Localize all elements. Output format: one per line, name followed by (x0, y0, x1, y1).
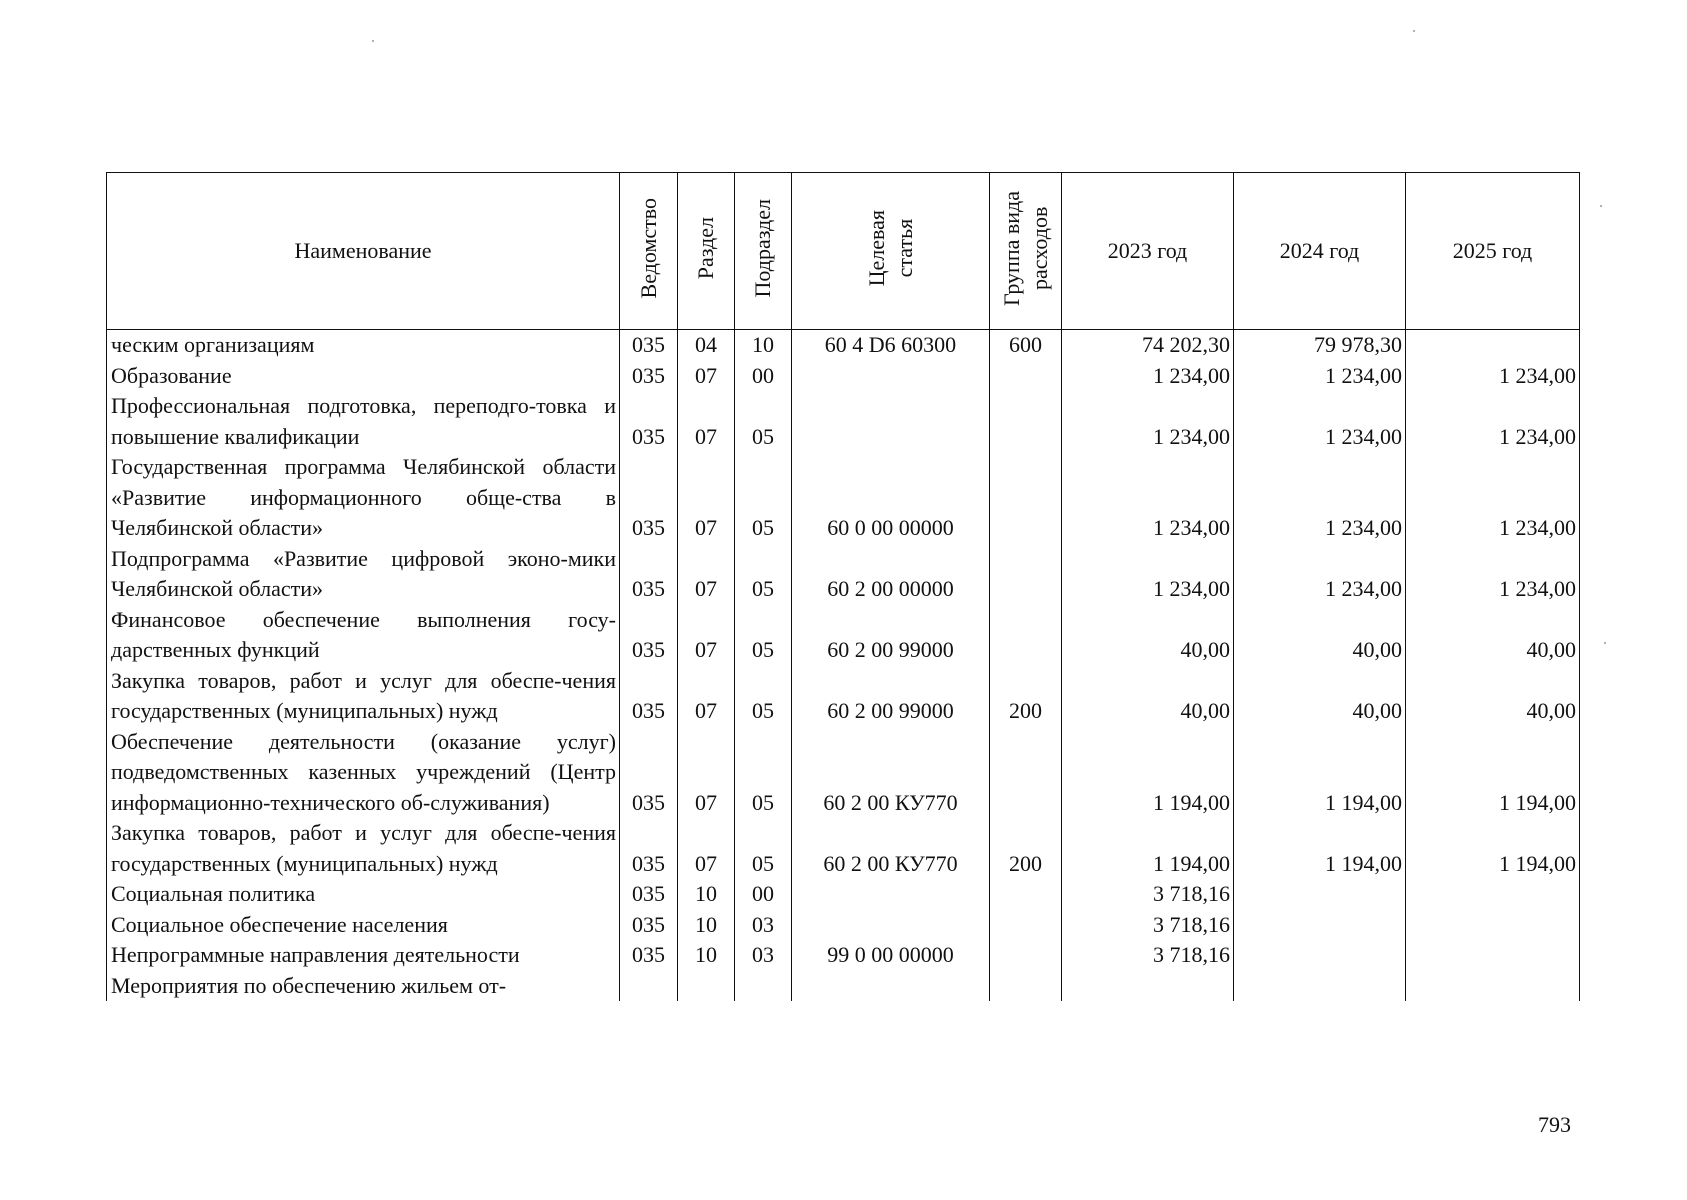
cell-razdel: 07 (678, 727, 735, 819)
cell-podrazdel: 05 (735, 544, 792, 605)
cell-2024: 1 234,00 (1234, 544, 1406, 605)
header-name: Наименование (107, 173, 620, 330)
cell-razdel: 10 (678, 879, 735, 910)
cell-2023: 1 234,00 (1062, 452, 1234, 544)
cell-podrazdel: 03 (735, 940, 792, 971)
table-row (107, 727, 1580, 819)
cell-2025 (1406, 940, 1580, 971)
cell-gruppa: 600 (990, 330, 1062, 361)
table-row (107, 971, 1580, 1002)
cell-2023: 1 234,00 (1062, 361, 1234, 392)
cell-name: Социальная политика (107, 879, 620, 910)
cell-celevaya-statya: 60 0 00 00000 (792, 452, 990, 544)
cell-2025: 1 194,00 (1406, 727, 1580, 819)
cell-razdel: 07 (678, 605, 735, 666)
cell-vedomstvo: 035 (620, 879, 678, 910)
cell-razdel: 10 (678, 910, 735, 941)
cell-name: Государственная программа Челябинской области «Развитие информационного обще-ства в Челябинской области» (107, 452, 620, 544)
header-podrazdel: Подраздел (735, 173, 792, 330)
cell-gruppa (990, 910, 1062, 941)
cell-2025: 1 234,00 (1406, 452, 1580, 544)
table-header (107, 173, 1580, 330)
cell-vedomstvo: 035 (620, 727, 678, 819)
cell-celevaya-statya: 60 2 00 КУ770 (792, 727, 990, 819)
cell-name: Образование (107, 361, 620, 392)
cell-vedomstvo: 035 (620, 910, 678, 941)
cell-2023: 3 718,16 (1062, 910, 1234, 941)
header-gruppa-vida-rashodov: Группа вида расходов (990, 173, 1062, 330)
cell-name: Закупка товаров, работ и услуг для обеспе-чения государственных (муниципальных) нужд (107, 818, 620, 879)
cell-podrazdel: 05 (735, 452, 792, 544)
cell-2024 (1234, 940, 1406, 971)
cell-vedomstvo: 035 (620, 544, 678, 605)
cell-2025 (1406, 879, 1580, 910)
cell-podrazdel: 10 (735, 330, 792, 361)
cell-2024 (1234, 910, 1406, 941)
cell-gruppa (990, 361, 1062, 392)
cell-vedomstvo: 035 (620, 818, 678, 879)
table-row (107, 544, 1580, 605)
cell-celevaya-statya: 60 2 00 00000 (792, 544, 990, 605)
cell-podrazdel: 05 (735, 605, 792, 666)
cell-gruppa (990, 971, 1062, 1002)
cell-2023 (1062, 971, 1234, 1002)
cell-razdel (678, 971, 735, 1002)
cell-podrazdel (735, 971, 792, 1002)
cell-gruppa (990, 879, 1062, 910)
cell-2024: 1 234,00 (1234, 361, 1406, 392)
cell-2024: 79 978,30 (1234, 330, 1406, 361)
cell-gruppa (990, 605, 1062, 666)
cell-2023: 1 194,00 (1062, 818, 1234, 879)
cell-name: Непрограммные направления деятельности (107, 940, 620, 971)
cell-celevaya-statya (792, 910, 990, 941)
table-row (107, 330, 1580, 361)
page-number: 793 (1538, 1112, 1571, 1137)
cell-vedomstvo: 035 (620, 452, 678, 544)
cell-celevaya-statya: 60 2 00 99000 (792, 666, 990, 727)
cell-2025 (1406, 910, 1580, 941)
cell-2023: 3 718,16 (1062, 879, 1234, 910)
cell-gruppa (990, 544, 1062, 605)
table-row (107, 452, 1580, 544)
cell-2023: 40,00 (1062, 666, 1234, 727)
table-row (107, 666, 1580, 727)
cell-podrazdel: 03 (735, 910, 792, 941)
cell-2024: 1 234,00 (1234, 391, 1406, 452)
cell-celevaya-statya (792, 391, 990, 452)
cell-razdel: 04 (678, 330, 735, 361)
cell-gruppa: 200 (990, 818, 1062, 879)
header-vedomstvo: Ведомство (620, 173, 678, 330)
cell-vedomstvo (620, 971, 678, 1002)
cell-2025 (1406, 971, 1580, 1002)
cell-celevaya-statya: 60 2 00 99000 (792, 605, 990, 666)
cell-razdel: 07 (678, 666, 735, 727)
cell-podrazdel: 00 (735, 879, 792, 910)
cell-2023: 1 194,00 (1062, 727, 1234, 819)
cell-celevaya-statya (792, 879, 990, 910)
scan-speck (1413, 30, 1415, 32)
cell-2025: 1 234,00 (1406, 361, 1580, 392)
cell-2023: 3 718,16 (1062, 940, 1234, 971)
cell-celevaya-statya (792, 361, 990, 392)
cell-gruppa (990, 727, 1062, 819)
cell-razdel: 10 (678, 940, 735, 971)
table-row (107, 910, 1580, 941)
cell-name: Профессиональная подготовка, переподго-товка и повышение квалификации (107, 391, 620, 452)
cell-2025: 1 234,00 (1406, 391, 1580, 452)
cell-razdel: 07 (678, 544, 735, 605)
cell-2023: 1 234,00 (1062, 391, 1234, 452)
cell-podrazdel: 05 (735, 727, 792, 819)
cell-gruppa (990, 940, 1062, 971)
cell-vedomstvo: 035 (620, 330, 678, 361)
table-row (107, 605, 1580, 666)
cell-gruppa: 200 (990, 666, 1062, 727)
header-2023: 2023 год (1062, 173, 1234, 330)
cell-2024: 1 234,00 (1234, 452, 1406, 544)
cell-name: Закупка товаров, работ и услуг для обеспе-чения государственных (муниципальных) нужд (107, 666, 620, 727)
table-row (107, 879, 1580, 910)
cell-2025: 1 194,00 (1406, 818, 1580, 879)
cell-2023: 1 234,00 (1062, 544, 1234, 605)
cell-gruppa (990, 391, 1062, 452)
cell-2024: 40,00 (1234, 605, 1406, 666)
cell-2025: 40,00 (1406, 605, 1580, 666)
cell-2023: 40,00 (1062, 605, 1234, 666)
table-row (107, 818, 1580, 879)
table-row (107, 391, 1580, 452)
header-celevaya-statya: Целевая статья (792, 173, 990, 330)
cell-2024: 40,00 (1234, 666, 1406, 727)
cell-vedomstvo: 035 (620, 361, 678, 392)
table-row (107, 940, 1580, 971)
cell-vedomstvo: 035 (620, 605, 678, 666)
cell-podrazdel: 00 (735, 361, 792, 392)
cell-name: Подпрограмма «Развитие цифровой эконо-мики Челябинской области» (107, 544, 620, 605)
cell-vedomstvo: 035 (620, 391, 678, 452)
cell-vedomstvo: 035 (620, 666, 678, 727)
cell-razdel: 07 (678, 361, 735, 392)
cell-celevaya-statya: 60 4 D6 60300 (792, 330, 990, 361)
header-2024: 2024 год (1234, 173, 1406, 330)
cell-razdel: 07 (678, 452, 735, 544)
scan-speck (1604, 642, 1606, 644)
cell-2024: 1 194,00 (1234, 727, 1406, 819)
cell-2024 (1234, 971, 1406, 1002)
cell-name: Мероприятия по обеспечению жильем от- (107, 971, 620, 1002)
cell-razdel: 07 (678, 391, 735, 452)
cell-2025: 1 234,00 (1406, 544, 1580, 605)
cell-2025 (1406, 330, 1580, 361)
cell-name: Финансовое обеспечение выполнения госу-дарственных функций (107, 605, 620, 666)
header-2025: 2025 год (1406, 173, 1580, 330)
cell-vedomstvo: 035 (620, 940, 678, 971)
cell-razdel: 07 (678, 818, 735, 879)
cell-celevaya-statya: 99 0 00 00000 (792, 940, 990, 971)
header-razdel: Раздел (678, 173, 735, 330)
cell-name: Социальное обеспечение населения (107, 910, 620, 941)
cell-podrazdel: 05 (735, 666, 792, 727)
cell-name: ческим организациям (107, 330, 620, 361)
scan-speck (372, 40, 374, 42)
cell-podrazdel: 05 (735, 818, 792, 879)
budget-table (106, 172, 1580, 1001)
cell-celevaya-statya (792, 971, 990, 1002)
cell-podrazdel: 05 (735, 391, 792, 452)
cell-name: Обеспечение деятельности (оказание услуг) подведомственных казенных учреждений (Центр информационно-технического об-служивания) (107, 727, 620, 819)
table-row (107, 361, 1580, 392)
table-body (107, 330, 1580, 1002)
cell-celevaya-statya: 60 2 00 КУ770 (792, 818, 990, 879)
cell-2024 (1234, 879, 1406, 910)
scan-speck (1600, 205, 1602, 207)
cell-2023: 74 202,30 (1062, 330, 1234, 361)
cell-2025: 40,00 (1406, 666, 1580, 727)
cell-gruppa (990, 452, 1062, 544)
cell-2024: 1 194,00 (1234, 818, 1406, 879)
